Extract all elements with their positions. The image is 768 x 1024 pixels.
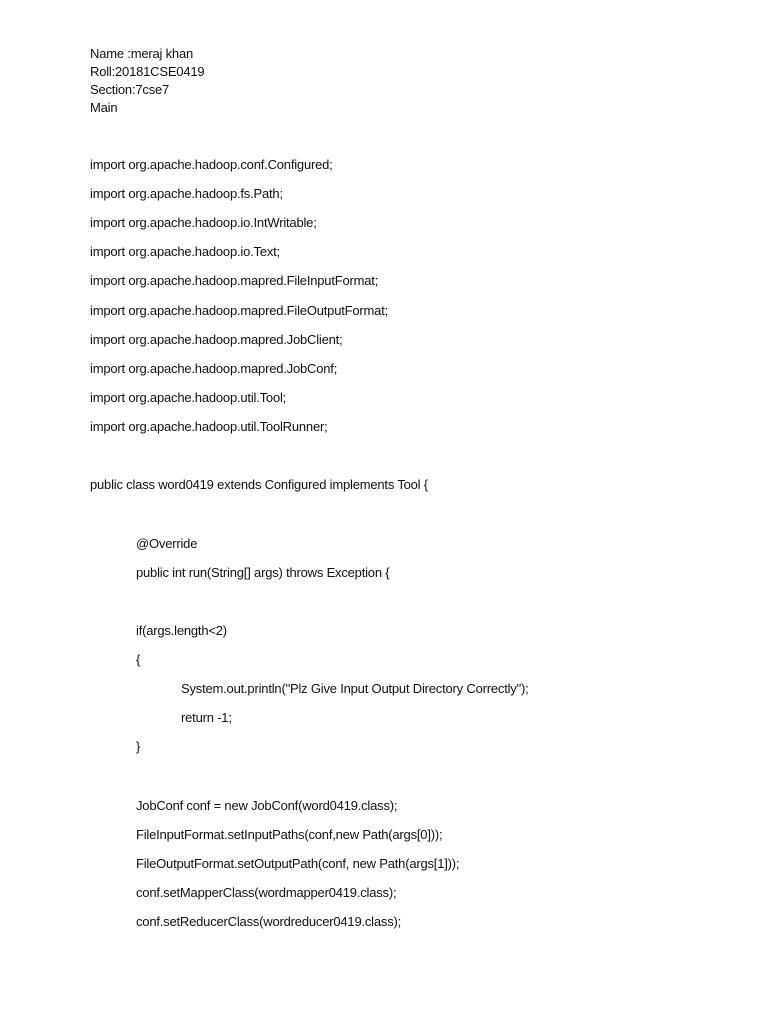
- section: Section:7cse7: [90, 82, 170, 97]
- override-annotation: @Override: [136, 536, 198, 551]
- println-statement: System.out.println("Plz Give Input Output Directory Correctly");: [181, 681, 529, 696]
- import-line: import org.apache.hadoop.io.Text;: [90, 244, 280, 259]
- import-line: import org.apache.hadoop.util.Tool;: [90, 390, 287, 405]
- import-line: import org.apache.hadoop.mapred.FileInputFormat;: [90, 273, 379, 288]
- import-line: import org.apache.hadoop.mapred.FileOutputFormat;: [90, 303, 389, 318]
- close-brace: }: [136, 739, 141, 754]
- open-brace: {: [136, 652, 141, 667]
- if-statement: if(args.length<2): [136, 623, 227, 638]
- roll-number: Roll:20181CSE0419: [90, 64, 205, 79]
- import-line: import org.apache.hadoop.util.ToolRunner;: [90, 419, 328, 434]
- set-input-paths-statement: FileInputFormat.setInputPaths(conf,new Path(args[0]));: [136, 827, 443, 842]
- import-line: import org.apache.hadoop.conf.Configured;: [90, 157, 333, 172]
- import-line: import org.apache.hadoop.io.IntWritable;: [90, 215, 317, 230]
- run-method-declaration: public int run(String[] args) throws Exception {: [136, 565, 390, 580]
- section-title: Main: [90, 100, 118, 115]
- student-name: Name :meraj khan: [90, 46, 194, 61]
- set-reducer-statement: conf.setReducerClass(wordreducer0419.class);: [136, 914, 402, 929]
- class-declaration: public class word0419 extends Configured implements Tool {: [90, 477, 428, 492]
- jobconf-statement: JobConf conf = new JobConf(word0419.class);: [136, 798, 398, 813]
- set-mapper-statement: conf.setMapperClass(wordmapper0419.class);: [136, 885, 397, 900]
- import-line: import org.apache.hadoop.mapred.JobClient;: [90, 332, 343, 347]
- import-line: import org.apache.hadoop.fs.Path;: [90, 186, 283, 201]
- return-statement: return -1;: [181, 710, 232, 725]
- set-output-path-statement: FileOutputFormat.setOutputPath(conf, new Path(args[1]));: [136, 856, 460, 871]
- import-line: import org.apache.hadoop.mapred.JobConf;: [90, 361, 338, 376]
